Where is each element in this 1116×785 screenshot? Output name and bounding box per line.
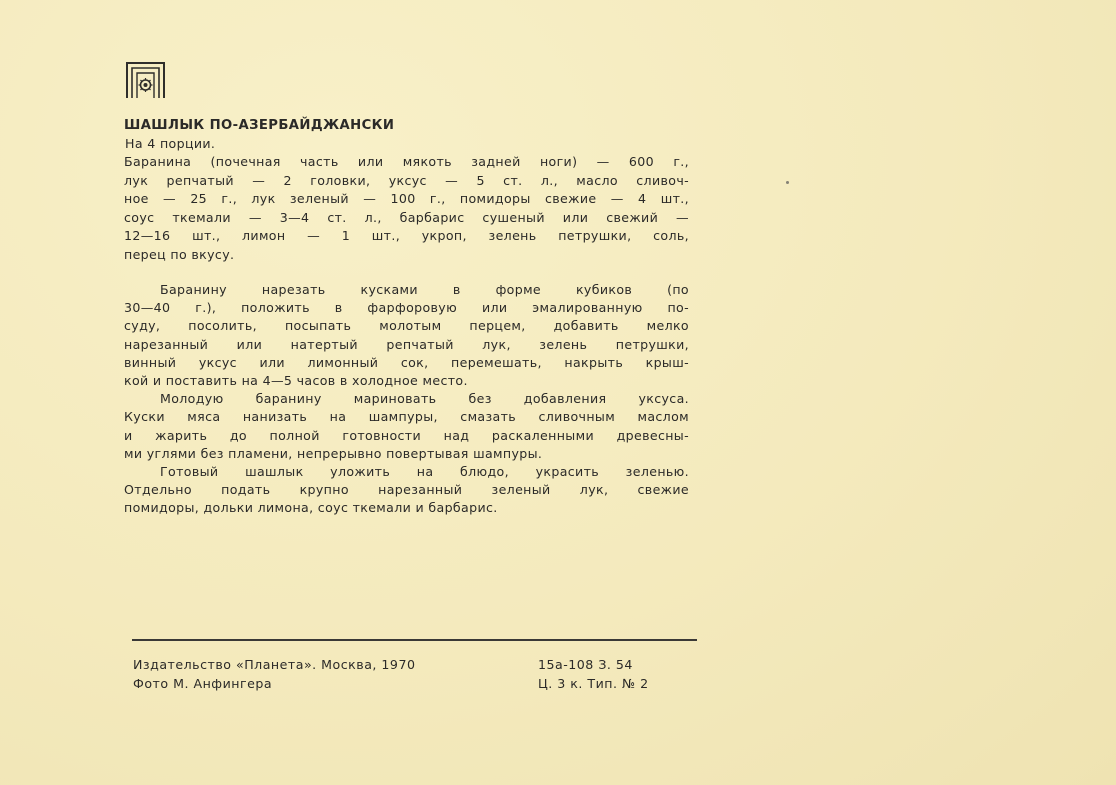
footer-right (538, 655, 649, 693)
method-line: винный уксус или лимонный сок, перемешать, накрыть крыш- (124, 354, 689, 370)
paragraph-gap (124, 264, 689, 281)
price-line: Ц. 3 к. Тип. № 2 (538, 676, 649, 691)
method-line: нарезанный или натертый репчатый лук, зелень петрушки, (124, 336, 689, 352)
footer-left (133, 655, 415, 693)
ingredients-line: соус ткемали — 3—4 ст. л., барбарис сушеный или свежий — (124, 209, 689, 225)
method-line: суду, посолить, посыпать молотым перцем, добавить мелко (124, 318, 689, 334)
method-line: Куски мяса нанизать на шампуры, смазать сливочным маслом (124, 409, 689, 425)
portions-text: На 4 порции. (125, 136, 216, 151)
print-code: 15а-108 З. 54 (538, 657, 633, 672)
ingredients-line: Баранина (почечная часть или мякоть задней ноги) — 600 г., (124, 154, 689, 169)
method-line: Готовый шашлык уложить на блюдо, украсить зеленью. (160, 464, 689, 480)
method-line: Отдельно подать крупно нарезанный зеленый лук, свежие (124, 482, 689, 498)
method-line: 30—40 г.), положить в фарфоровую или эмалированную по- (124, 300, 689, 316)
method-text (124, 281, 689, 518)
method-line: кой и поставить на 4—5 часов в холодное место. (124, 373, 468, 389)
method-line: помидоры, дольки лимона, соус ткемали и барбарис. (124, 500, 498, 516)
method-line: Молодую баранину мариновать без добавления уксуса. (160, 391, 689, 407)
publisher-line: Издательство «Планета». Москва, 1970 (133, 657, 416, 672)
recipe-text (124, 117, 689, 518)
ingredients-line: лук репчатый — 2 головки, уксус — 5 ст. л., масло сливоч- (124, 172, 689, 188)
footer-divider (132, 639, 697, 641)
method-line: Баранину нарезать кусками в форме кубиков (по (160, 282, 689, 297)
publisher-logo-icon (126, 62, 165, 99)
ingredients-line: ное — 25 г., лук зеленый — 100 г., помидоры свежие — 4 шт., (124, 191, 689, 206)
paper-speck (786, 181, 789, 184)
ingredients-line: перец по вкусу. (124, 246, 235, 262)
method-line: и жарить до полной готовности над раскаленными древесны- (124, 427, 689, 443)
photo-credit: Фото М. Анфингера (133, 676, 273, 691)
recipe-portions (124, 135, 689, 153)
ingredients-list (124, 153, 689, 264)
method-line: ми углями без пламени, непрерывно повертывая шампуры. (124, 445, 543, 461)
recipe-title: ШАШЛЫК ПО-АЗЕРБАЙДЖАНСКИ (124, 118, 395, 133)
ingredients-line: 12—16 шт., лимон — 1 шт., укроп, зелень петрушки, соль, (124, 228, 689, 243)
